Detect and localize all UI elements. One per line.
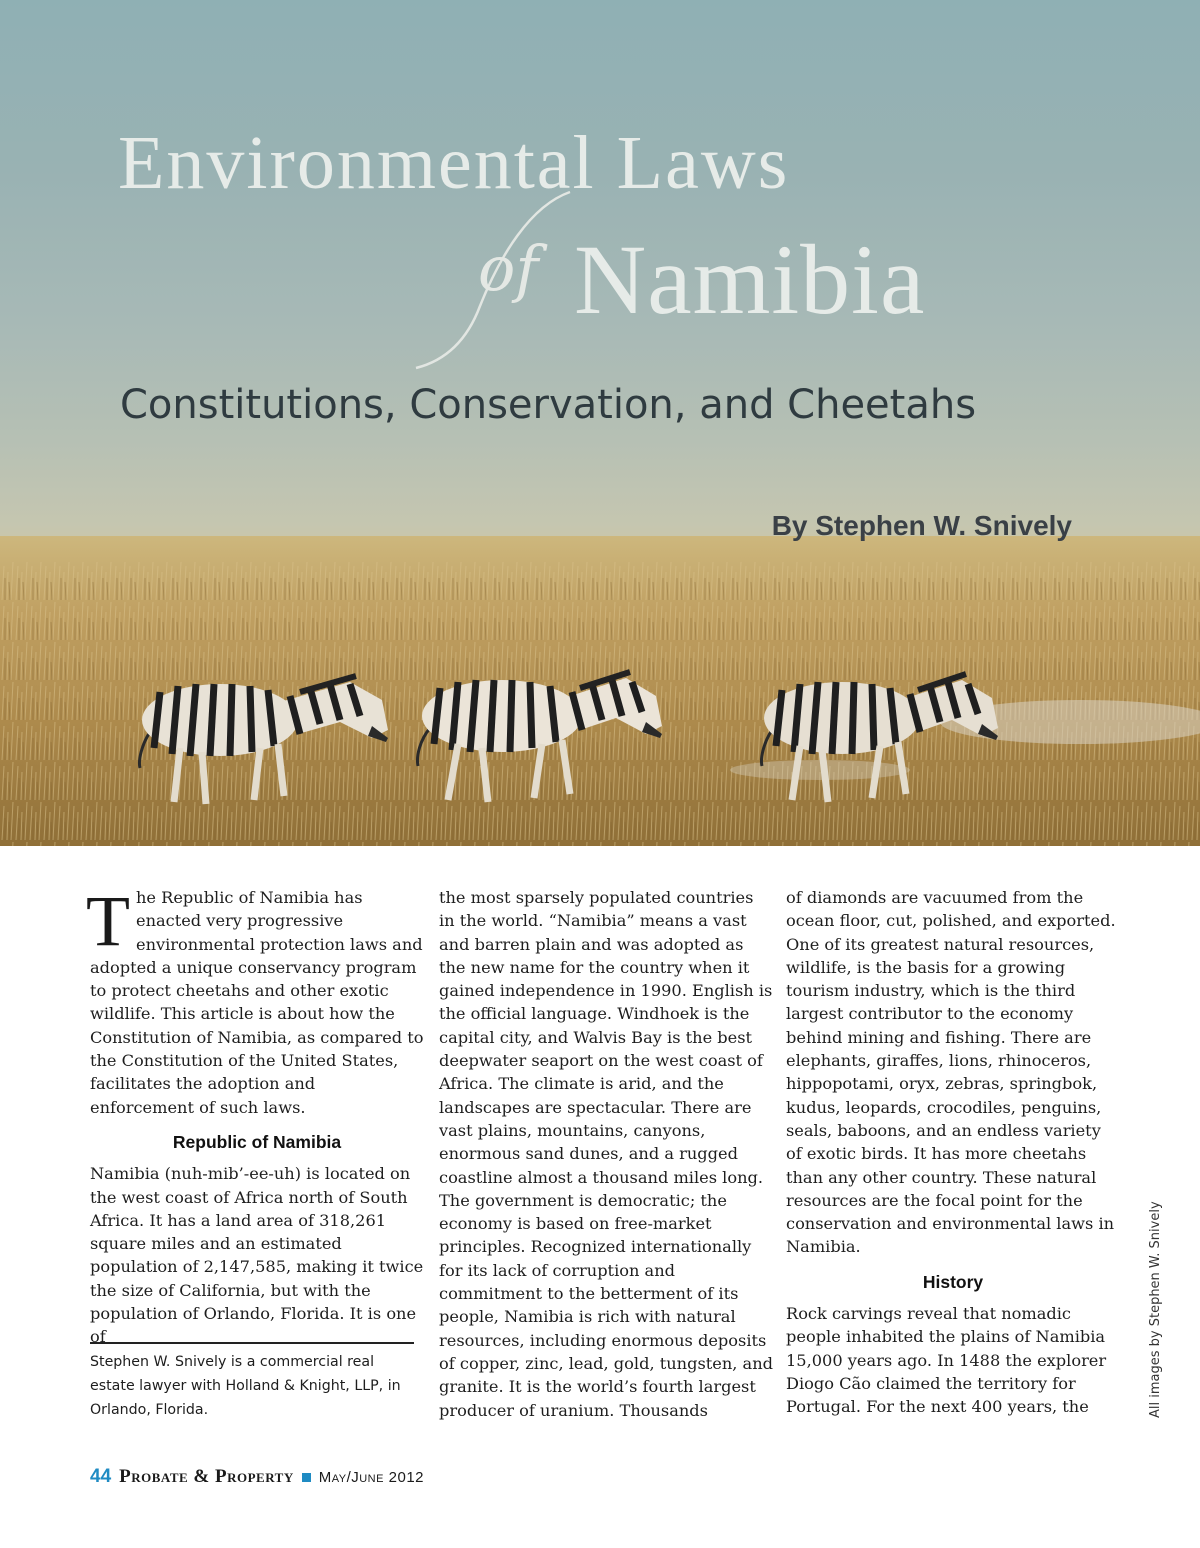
page-number: 44	[90, 1466, 112, 1487]
article-title-of: of	[478, 232, 539, 305]
issue-date: May/June 2012	[318, 1469, 424, 1486]
publication-name: Probate & Property	[119, 1466, 294, 1487]
column-3-paragraph: of diamonds are vacuumed from the ocean floor, cut, polished, and exported. One of its greatest natural resources, wildlife, is the basis for a growing tourism industry, which is the third largest contributor to the economy behind mining and fishing. There are elephants, giraffes, lions, rhinoceros, hippopotami, oryx, zebras, springbok, kudus, leopards, crocodiles, penguins, seals, baboons, and an endless variety of exotic birds. It has more cheetahs than any other country. These natural resources are the focal point for the conservation and environmental laws in Namibia.	[786, 888, 1116, 1257]
byline: By Stephen W. Snively	[771, 510, 1072, 541]
history-paragraph: Rock carvings reveal that nomadic people inhabited the plains of Namibia 15,000 years ago. In 1488 the explorer Diogo Cão claimed the territory for Portugal. For the next 400 years, the	[786, 1304, 1107, 1417]
author-bio-divider	[90, 1342, 414, 1344]
intro-text: he Republic of Namibia has enacted very progressive environmental protection laws and adopted a unique conservancy program to protect cheetahs and other exotic wildlife. This article is about how the Constitution of Namibia, as compared to the Constitution of the United States, facilitates the adoption and enforcement of such laws.	[90, 888, 424, 1117]
drop-cap: T	[86, 881, 130, 961]
article-subtitle: Constitutions, Conservation, and Cheetahs	[120, 382, 977, 428]
article-title-line1: Environmental Laws	[118, 121, 790, 205]
article-column-2	[439, 886, 773, 1422]
section-heading-republic: Republic of Namibia	[172, 1131, 342, 1152]
republic-paragraph: Namibia (nuh-mib’-ee-uh) is located on the west coast of Africa north of South Africa. It has a land area of 318,261 square miles and an estimated population of 2,147,585, making it twice the size of California, but with the population of Orlando, Florida. It is one of	[90, 1164, 424, 1347]
article-column-1	[86, 881, 424, 1349]
intro-paragraph	[86, 881, 424, 1119]
section-heading-history: History	[922, 1271, 984, 1292]
author-bio: Stephen W. Snively is a commercial real estate lawyer with Holland & Knight, LLP, in Orlando, Florida.	[90, 1354, 401, 1418]
page-footer	[90, 1466, 424, 1488]
column-2-paragraph: the most sparsely populated countries in the world. “Namibia” means a vast and barren plain and was adopted as the new name for the country when it gained independence in 1990. English is the official language. Windhoek is the capital city, and Walvis Bay is the best deepwater seaport on the west coast of Africa. The climate is arid, and the landscapes are spectacular. There are vast plains, mountains, canyons, enormous sand dunes, and a rugged coastline almost a thousand miles long. The government is democratic; the economy is based on free-market principles. Recognized internationally for its lack of corruption and commitment to the betterment of its people, Namibia is rich with natural resources, including enormous deposits of copper, zinc, lead, gold, tungsten, and granite. It is the world’s fourth largest producer of uranium. Thousands	[439, 888, 774, 1420]
separator-square-icon	[302, 1473, 311, 1482]
photo-credit: All images by Stephen W. Snively	[1148, 1201, 1163, 1418]
article-column-3	[786, 886, 1120, 1419]
article-title-line2: Namibia	[574, 224, 926, 335]
